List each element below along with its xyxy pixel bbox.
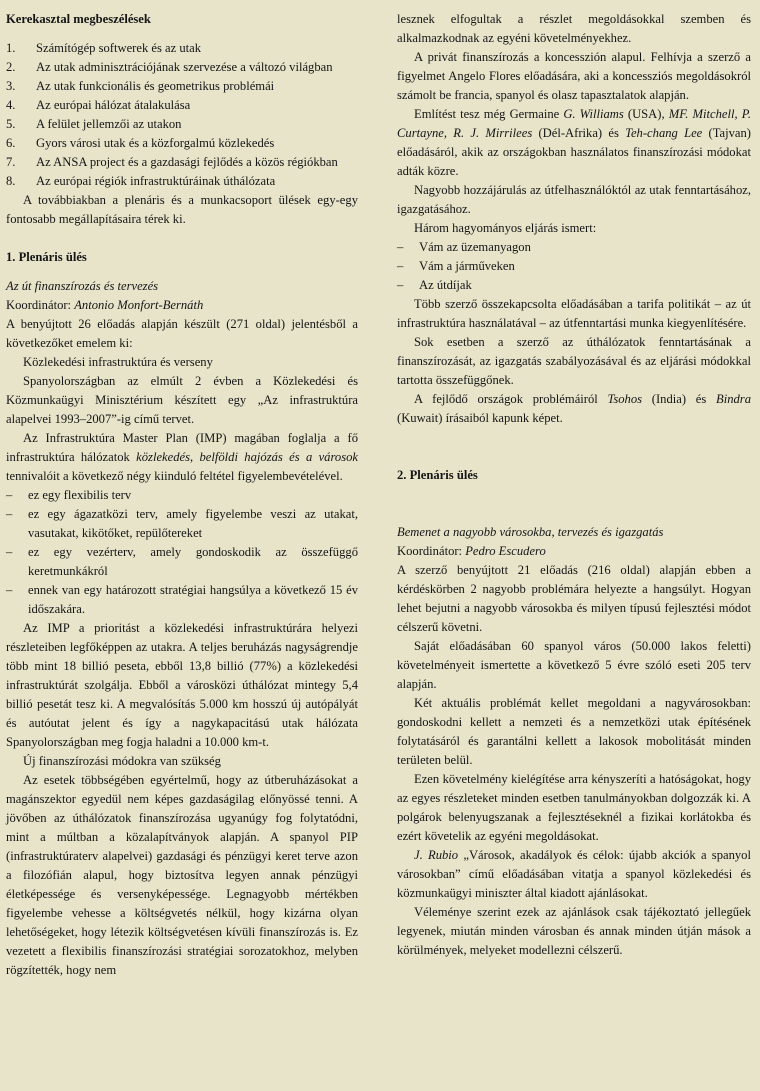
list-item: – Az útdíjak xyxy=(397,278,472,292)
paragraph: Két aktuális problémát kellet megoldani a nagyvárosokban: gondoskodni kellett a nemzeti és a nemzetközi utak építésének folytatásáról és garantálni kellett a lakosok mobolitását minden területen belül. xyxy=(397,696,751,767)
paragraph: Spanyolországban az elmúlt 2 évben a Közlekedési és Közmunkaügyi Minisztérium készített egy „Az infrastruktúra alapelvei 1993–2007”-ig című tervet. xyxy=(6,374,358,426)
paragraph: Az Infrastruktúra Master Plan (IMP) magában foglalja a fő infrastruktúra hálózatok közlekedés, belföldi hajózás és a városok tennivalóit a következő négy kiinduló feltétel figyelembevételével. xyxy=(6,431,358,483)
list-item: 4. Az európai hálózat átalakulása xyxy=(6,98,191,112)
list-item: – ez egy vezérterv, amely gondoskodik az összefüggő keretmunkákról xyxy=(6,545,358,578)
paragraph: Saját előadásában 60 spanyol város (50.000 lakos feletti) követelményeit ismertette a következő 5 évre szóló eseti 205 terv alapján. xyxy=(397,639,751,691)
list-item: 6. Gyors városi utak és a közforgalmú közlekedés xyxy=(6,136,275,150)
list-item: – ez egy flexibilis terv xyxy=(6,488,132,502)
paragraph: J. Rubio „Városok, akadályok és célok: újabb akciók a spanyol városokban” című előadásában vitatja a spanyol közlekedési és közmunkaügyi miniszter által kiadott ajánlásokat. xyxy=(397,848,751,900)
list-item: 1. Számítógép softwerek és az utak xyxy=(6,41,202,55)
left-column xyxy=(6,10,358,980)
paragraph: Ezen követelmény kielégítése arra kényszeríti a hatóságokat, hogy az egyes részleteket minden esetben tanulmányokban dolgozzák ki. A polgárok belenyugszanak a fejlesztéseknél a fizikai korlátokba és ezért követelik az egyéni megoldásokat. xyxy=(397,772,751,843)
list-item: – Vám a járműveken xyxy=(397,259,515,273)
list-item: – Vám az üzemanyagon xyxy=(397,240,531,254)
dash-list xyxy=(6,486,358,619)
dash-list xyxy=(397,238,751,295)
list-item: 5. A felület jellemzői az utakon xyxy=(6,117,182,131)
paragraph: A benyújtott 26 előadás alapján készült (271 oldal) jelentésből a következőket emelem ki: xyxy=(6,317,358,350)
paragraph: A fejlődő országok problémáiról Tsohos (India) és Bindra (Kuwait) írásaiból kapunk képet. xyxy=(397,392,751,425)
section-subheading: Bemenet a nagyobb városokba, tervezés és igazgatás xyxy=(397,525,664,539)
coordinator-name: Antonio Monfort-Bernáth xyxy=(74,298,204,312)
list-item: 8. Az európai régiók infrastruktúráinak úthálózata xyxy=(6,174,276,188)
coordinator-line: Koordinátor: Pedro Escudero xyxy=(397,544,546,558)
paragraph: Közlekedési infrastruktúra és verseny xyxy=(23,355,213,369)
paragraph: Említést tesz még Germaine G. Williams (USA), MF. Mitchell, P. Curtayne, R. J. Mirrilees (Dél-Afrika) és Teh-chang Lee (Tajvan) előadásáról, akik az országokban használatos finanszírozási módokat adták közre. xyxy=(397,107,751,178)
paragraph: Új finanszírozási módokra van szükség xyxy=(23,754,221,768)
roundtable-title: Kerekasztal megbeszélések xyxy=(6,12,151,26)
section-subheading: Az út finanszírozás és tervezés xyxy=(6,279,159,293)
paragraph: A privát finanszírozás a koncesszión alapul. Felhívja a szerző a figyelmet Angelo Flores előadására, aki a koncessziós megoldásokról számolt be francia, spanyol és olasz tapasztalatok alapján. xyxy=(397,50,751,102)
list-item: – ez egy ágazatközi terv, amely figyelembe veszi az utakat, vasutakat, kikötőket, repülőtereket xyxy=(6,507,358,540)
paragraph: lesznek elfogultak a részlet megoldásokkal szemben és alkalmazkodnak az egyéni követelményekhez. xyxy=(397,12,751,45)
list-item: 3. Az utak funkcionális és geometrikus problémái xyxy=(6,79,275,93)
section-heading: 1. Plenáris ülés xyxy=(6,250,87,264)
paragraph: Nagyobb hozzájárulás az útfelhasználóktól az utak fenntartásához, igazgatásához. xyxy=(397,183,751,216)
list-item: 2. Az utak adminisztrációjának szervezése a változó világban xyxy=(6,60,333,74)
intro-paragraph: A továbbiakban a plenáris és a munkacsoport ülések egy-egy fontosabb megállapításaira térek ki. xyxy=(6,193,358,226)
list-item: 7. Az ANSA project és a gazdasági fejlődés a közös régiókban xyxy=(6,155,338,169)
paragraph: A szerző benyújtott 21 előadás (216 oldal) alapján ebben a kérdéskörben 2 nagyobb problémára helyezte a hangsúlyt. Hogyan lehet bejutni a nagyobb városokba és milyen típusú fejlesztési módot célszerű követni. xyxy=(397,563,751,634)
topic-list xyxy=(6,39,358,191)
paragraph: Az IMP a prioritást a közlekedési infrastruktúrára helyezi részleteiben legfőképpen az utakra. A teljes beruházás nagyságrendje több mint 18 billió peseta, ebből 13,8 billió (77%) a közlekedési infrastruktúrát szolgálja. Ebből a városközi úthálózat mintegy 5,4 billió pesetát tesz ki. A megvalósítás 5.000 km hosszú új autópályát és autóutat jelent és így a nagykapacitású utak hálózata Spanyolországban meg fogja haladni a 10.000 km-t. xyxy=(6,621,358,749)
paragraph: Három hagyományos eljárás ismert: xyxy=(414,221,597,235)
list-item: – ennek van egy határozott stratégiai hangsúlya a következő 15 év időszakára. xyxy=(6,583,358,616)
paragraph: Véleménye szerint ezek az ajánlások csak tájékoztató jellegűek legyenek, miután minden városban és annak minden útján mások a körülmények, melyeket modellezni célszerű. xyxy=(397,905,751,957)
coordinator-line: Koordinátor: Antonio Monfort-Bernáth xyxy=(6,298,204,312)
paragraph: Több szerző összekapcsolta előadásában a tarifa politikát – az út infrastruktúra használatával – az útfenntartási munka kiegyenlítésére. xyxy=(397,297,751,330)
coordinator-name: Pedro Escudero xyxy=(465,544,546,558)
paragraph: Sok esetben a szerző az úthálózatok fenntartásának a finanszírozását, az igazgatás szabályozásával és az eljárási módokkal tartotta összefüggőnek. xyxy=(397,335,751,387)
paragraph: Az esetek többségében egyértelmű, hogy az útberuházásokat a magánszektor egyedül nem képes gazdaságilag előnyössé tenni. A jövőben az úthálózatok finanszírozása ugyanúgy fog folytatódni, mint a múltban a közalapítványok alapján. A spanyol PIP (infrastruktúraterv alapelvei) gazdasági és pénzügyi keret terve azon a filozófián alapul, hogy biztosítva legyen annak pénzügyi életképessége és versenyképessége. Legnagyobb mértékben figyelembe vehesse a költségvetés nélkül, hogy kizárna olyan lehetőségeket, hogy létezik költségvetésen kívüli finanszírozás is. Ez vezetett a flexibilis finanszírozási stratégiai sorozatokhoz, melyben rögzítették, hogy nem xyxy=(6,773,358,977)
section-heading: 2. Plenáris ülés xyxy=(397,468,478,482)
right-column xyxy=(397,10,751,960)
